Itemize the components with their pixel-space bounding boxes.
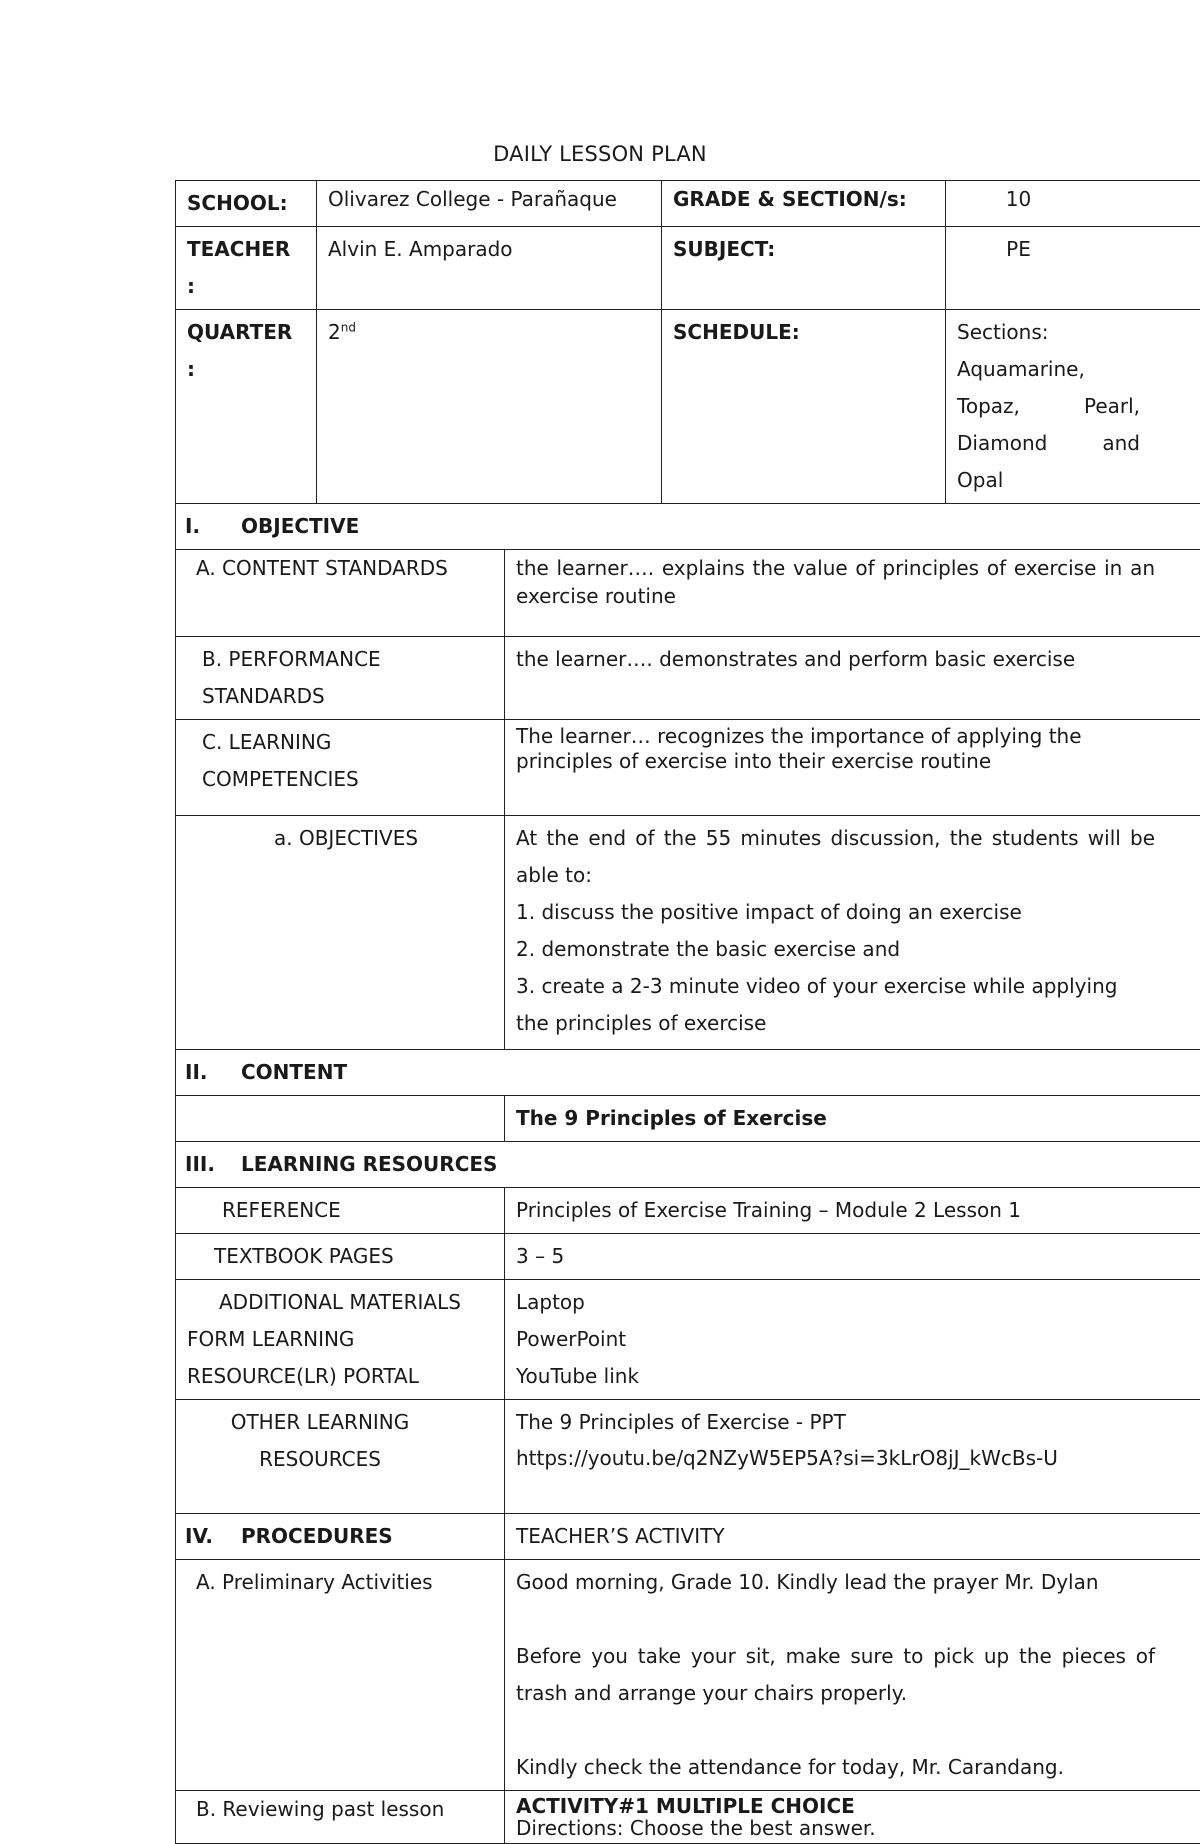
objective-number: I.: [185, 508, 241, 545]
resources-number: III.: [185, 1146, 241, 1183]
teacher-value: Alvin E. Amparado: [317, 227, 662, 310]
content-topic-row: [176, 1096, 1200, 1142]
content-topic: The 9 Principles of Exercise: [505, 1096, 1200, 1142]
content-heading: [176, 1050, 1200, 1096]
activity-directions: Directions: Choose the best answer.: [516, 1817, 1200, 1839]
performance-standards-row: [176, 637, 1200, 720]
competencies-row: [176, 720, 1200, 816]
procedures-heading-text: PROCEDURES: [241, 1524, 393, 1548]
content-standards-row: [176, 550, 1200, 637]
content-heading-text: CONTENT: [241, 1060, 347, 1084]
procedures-heading: [176, 1514, 505, 1560]
objectives-intro: At the end of the 55 minutes discussion, the students will be able to:: [516, 820, 1155, 894]
school-value: Olivarez College - Parañaque: [317, 181, 662, 227]
procedures-number: IV.: [185, 1518, 241, 1555]
quarter-row: [176, 310, 1200, 504]
school-label: SCHOOL:: [176, 181, 317, 227]
content-topic-empty-cell: [176, 1096, 505, 1142]
performance-standards-label: B. PERFORMANCE STANDARDS: [176, 637, 505, 720]
competencies-value: The learner… recognizes the importance of applying the principles of exercise into their exercise routine: [505, 720, 1200, 816]
objectives-value: [505, 816, 1200, 1050]
content-standards-value: the learner…. explains the value of principles of exercise in an exercise routine: [505, 550, 1200, 637]
objective-heading-row: [176, 504, 1200, 550]
reference-label: REFERENCE: [176, 1188, 505, 1234]
content-number: II.: [185, 1054, 241, 1091]
textbook-value: 3 – 5: [505, 1234, 1200, 1280]
lesson-plan-table: [175, 180, 1200, 1844]
additional-materials-row: [176, 1280, 1200, 1400]
resources-heading-text: LEARNING RESOURCES: [241, 1152, 497, 1176]
reference-value: Principles of Exercise Training – Module 2 Lesson 1: [505, 1188, 1200, 1234]
objectives-row: [176, 816, 1200, 1050]
resources-heading-row: [176, 1142, 1200, 1188]
quarter-cell: [317, 310, 662, 504]
subject-value: PE: [946, 227, 1200, 310]
lesson-plan-table-wrapper: [175, 180, 1200, 1844]
objective-heading-text: OBJECTIVE: [241, 514, 359, 538]
textbook-row: [176, 1234, 1200, 1280]
objectives-label: a. OBJECTIVES: [176, 816, 505, 1050]
reference-row: [176, 1188, 1200, 1234]
additional-materials-value: [505, 1280, 1200, 1400]
additional-materials-label: ADDITIONAL MATERIALS FORM LEARNING RESOURCE(LR) PORTAL: [176, 1280, 505, 1400]
other-resources-row: [176, 1400, 1200, 1514]
preliminary-row: [176, 1560, 1200, 1791]
preliminary-line: Kindly check the attendance for today, Mr. Carandang.: [516, 1749, 1155, 1786]
schedule-value: Sections: Aquamarine, Topaz, Pearl, Diamond and Opal: [946, 310, 1200, 504]
quarter-value: 2: [328, 320, 341, 344]
schedule-label: SCHEDULE:: [662, 310, 946, 504]
material-item: Laptop: [516, 1284, 1200, 1321]
school-row: [176, 181, 1200, 227]
preliminary-value: [505, 1560, 1200, 1791]
grade-section-value: 10: [946, 181, 1200, 227]
other-resource-item: The 9 Principles of Exercise - PPT: [516, 1404, 1200, 1440]
preliminary-line: Good morning, Grade 10. Kindly lead the prayer Mr. Dylan: [516, 1564, 1155, 1601]
other-resources-label: OTHER LEARNING RESOURCES: [176, 1400, 505, 1514]
teacher-row: [176, 227, 1200, 310]
objective-heading: [176, 504, 1200, 550]
document-title: DAILY LESSON PLAN: [0, 142, 1200, 166]
content-standards-label: A. CONTENT STANDARDS: [176, 550, 505, 637]
teacher-activity-label: TEACHER’S ACTIVITY: [505, 1514, 1200, 1560]
activity-title: ACTIVITY#1 MULTIPLE CHOICE: [516, 1795, 1200, 1817]
grade-section-label: GRADE & SECTION/s:: [662, 181, 946, 227]
material-item: PowerPoint: [516, 1321, 1200, 1358]
other-resources-value: [505, 1400, 1200, 1514]
reviewing-value: [505, 1791, 1200, 1844]
youtube-link[interactable]: https://youtu.be/q2NZyW5EP5A?si=3kLrO8jJ_kWcBs-U: [516, 1440, 1200, 1476]
competencies-label: C. LEARNING COMPETENCIES: [176, 720, 505, 816]
objective-item: 2. demonstrate the basic exercise and: [516, 931, 1155, 968]
material-item: YouTube link: [516, 1358, 1200, 1395]
objective-item: 3. create a 2-3 minute video of your exercise while applying the principles of exercise: [516, 968, 1155, 1042]
preliminary-label: A. Preliminary Activities: [176, 1560, 505, 1791]
reviewing-row: [176, 1791, 1200, 1844]
teacher-label: TEACHER :: [176, 227, 317, 310]
line-spacer: [516, 1601, 1155, 1638]
quarter-superscript: nd: [341, 320, 356, 334]
quarter-label: QUARTER :: [176, 310, 317, 504]
line-spacer: [516, 1712, 1155, 1749]
preliminary-line: Before you take your sit, make sure to pick up the pieces of trash and arrange your chairs properly.: [516, 1638, 1155, 1712]
objective-item: 1. discuss the positive impact of doing an exercise: [516, 894, 1155, 931]
resources-heading: [176, 1142, 1200, 1188]
performance-standards-value: the learner…. demonstrates and perform basic exercise: [505, 637, 1200, 720]
reviewing-label: B. Reviewing past lesson: [176, 1791, 505, 1844]
procedures-heading-row: [176, 1514, 1200, 1560]
content-heading-row: [176, 1050, 1200, 1096]
subject-label: SUBJECT:: [662, 227, 946, 310]
textbook-label: TEXTBOOK PAGES: [176, 1234, 505, 1280]
